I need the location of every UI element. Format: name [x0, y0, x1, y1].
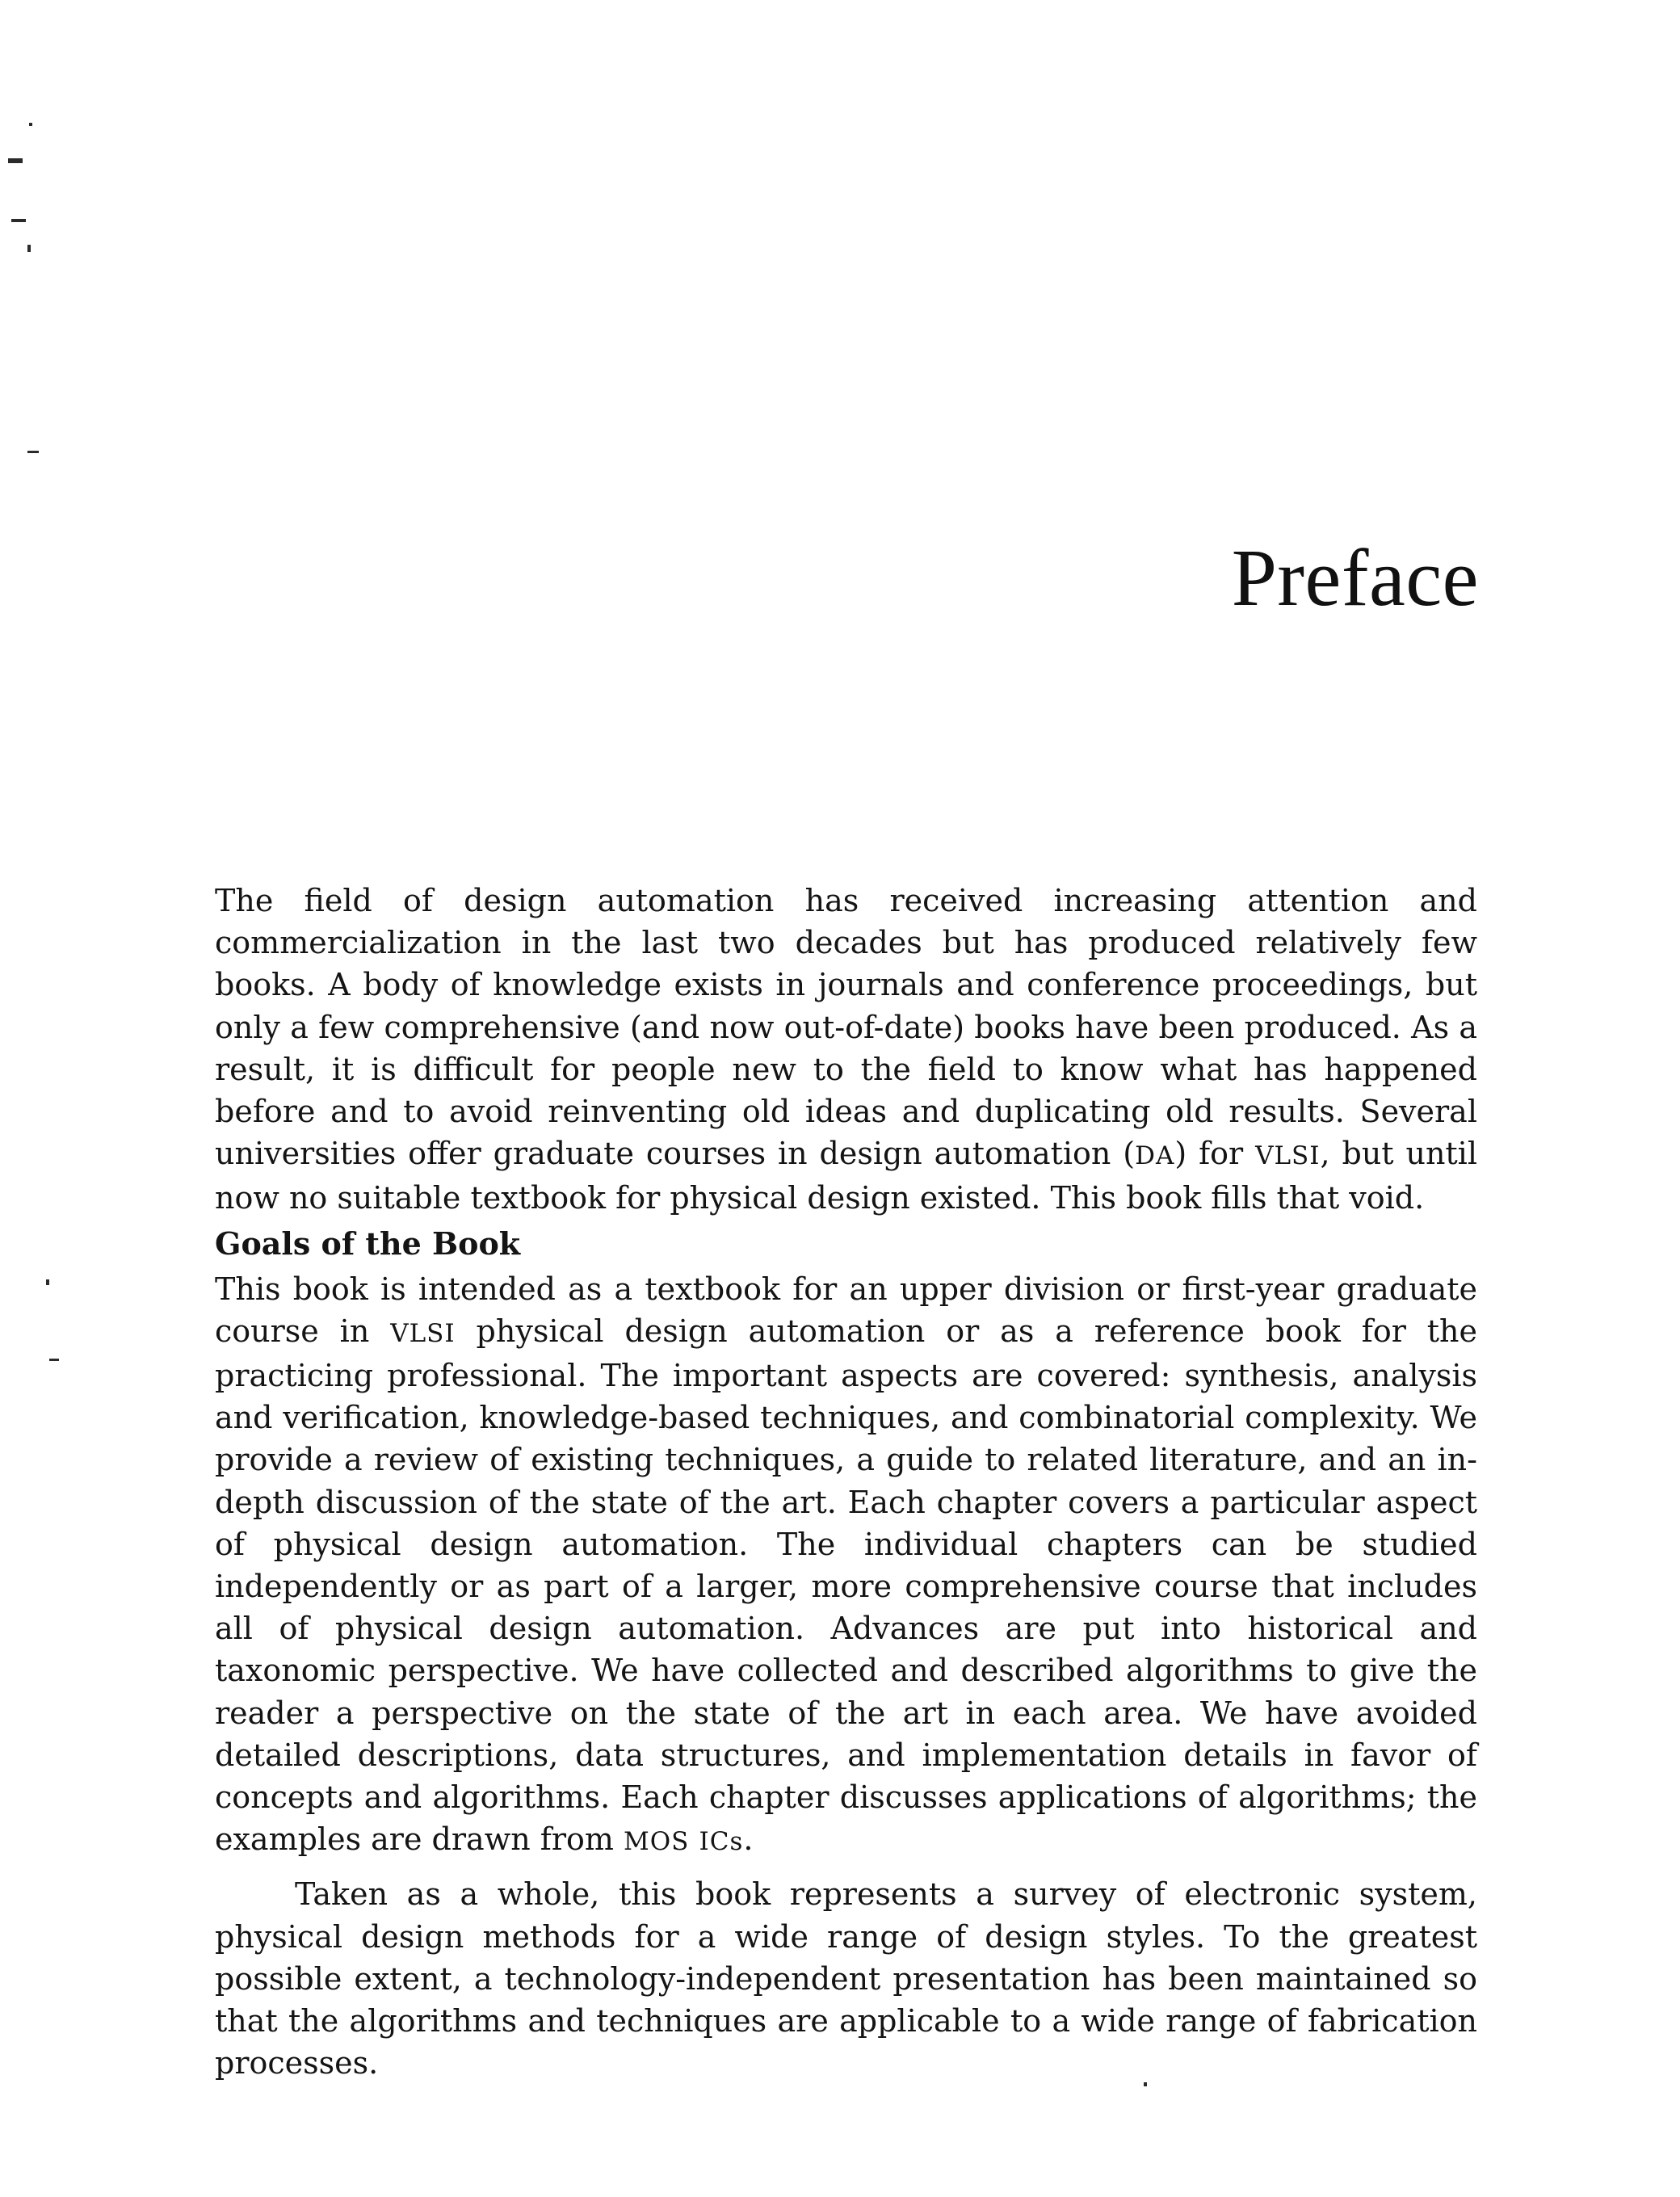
goals-text-2: physical design automation or as a reference book for the practicing professional. The important aspects are covered: synthesis, analysis and verification, knowledge-based techniques, and combinatorial complexity. We provide a review of existing techniques, a guide to related literature, and an in-depth discussion of the state of the art. Each chapter covers a particular aspect of physical design automation. The individual chapters can be studied independently or as part of a larger, more comprehensive course that includes all of physical design automation. Advances are put into historical and taxonomic perspective. We have collected and described algorithms to give the reader a perspective on the state of the art in each area. We have avoided detailed descriptions, data structures, and implementation details in favor of concepts and algorithms. Each chapter discusses applications of algorithms; the examples are drawn from	[215, 1313, 1477, 1858]
acronym-vlsi: VLSI	[1255, 1141, 1321, 1171]
goals-text-4: .	[743, 1821, 754, 1858]
scan-speck	[11, 219, 26, 222]
acronym-ics: ICs	[699, 1827, 744, 1857]
page-title: Preface	[1231, 532, 1479, 623]
goals-text-3	[689, 1821, 699, 1857]
scan-speck	[29, 123, 32, 126]
body-text	[215, 880, 1477, 2084]
section-heading-goals: Goals of the Book	[215, 1225, 521, 1262]
intro-text-3: , but until now no suitable textbook for physical design existed. This book fills that void.	[215, 1136, 1477, 1216]
intro-text-2: ) for	[1174, 1136, 1256, 1172]
goals-text-1: This book is intended as a textbook for an upper division or first-year graduate course in	[215, 1271, 1477, 1349]
scan-speck	[27, 451, 39, 453]
goals-paragraph	[215, 1268, 1477, 1863]
scan-speck	[46, 1279, 49, 1285]
scan-speck	[49, 1359, 59, 1361]
summary-paragraph: Taken as a whole, this book represents a survey of electronic system, physical design methods for a wide range of design styles. To the greatest possible extent, a technology-independent presentation has been maintained so that the algorithms and techniques are applicable to a wide range of fabrication processes.	[215, 1876, 1477, 2081]
acronym-da: DA	[1135, 1141, 1175, 1171]
scan-speck	[8, 158, 23, 163]
acronym-vlsi: VLSI	[390, 1318, 456, 1348]
intro-paragraph	[215, 880, 1477, 1220]
scan-speck	[27, 245, 31, 252]
acronym-mos: MOS	[624, 1827, 690, 1857]
intro-text-1: The field of design automation has received increasing attention and commercialization in the last two decades but has produced relatively few books. A body of knowledge exists in journals and conference proceedings, but only a few comprehensive (and now out-of-date) books have been produced. As a result, it is difficult for people new to the field to know what has happened before and to avoid reinventing old ideas and duplicating old results. Several universities offer graduate courses in design automation (	[215, 883, 1477, 1172]
